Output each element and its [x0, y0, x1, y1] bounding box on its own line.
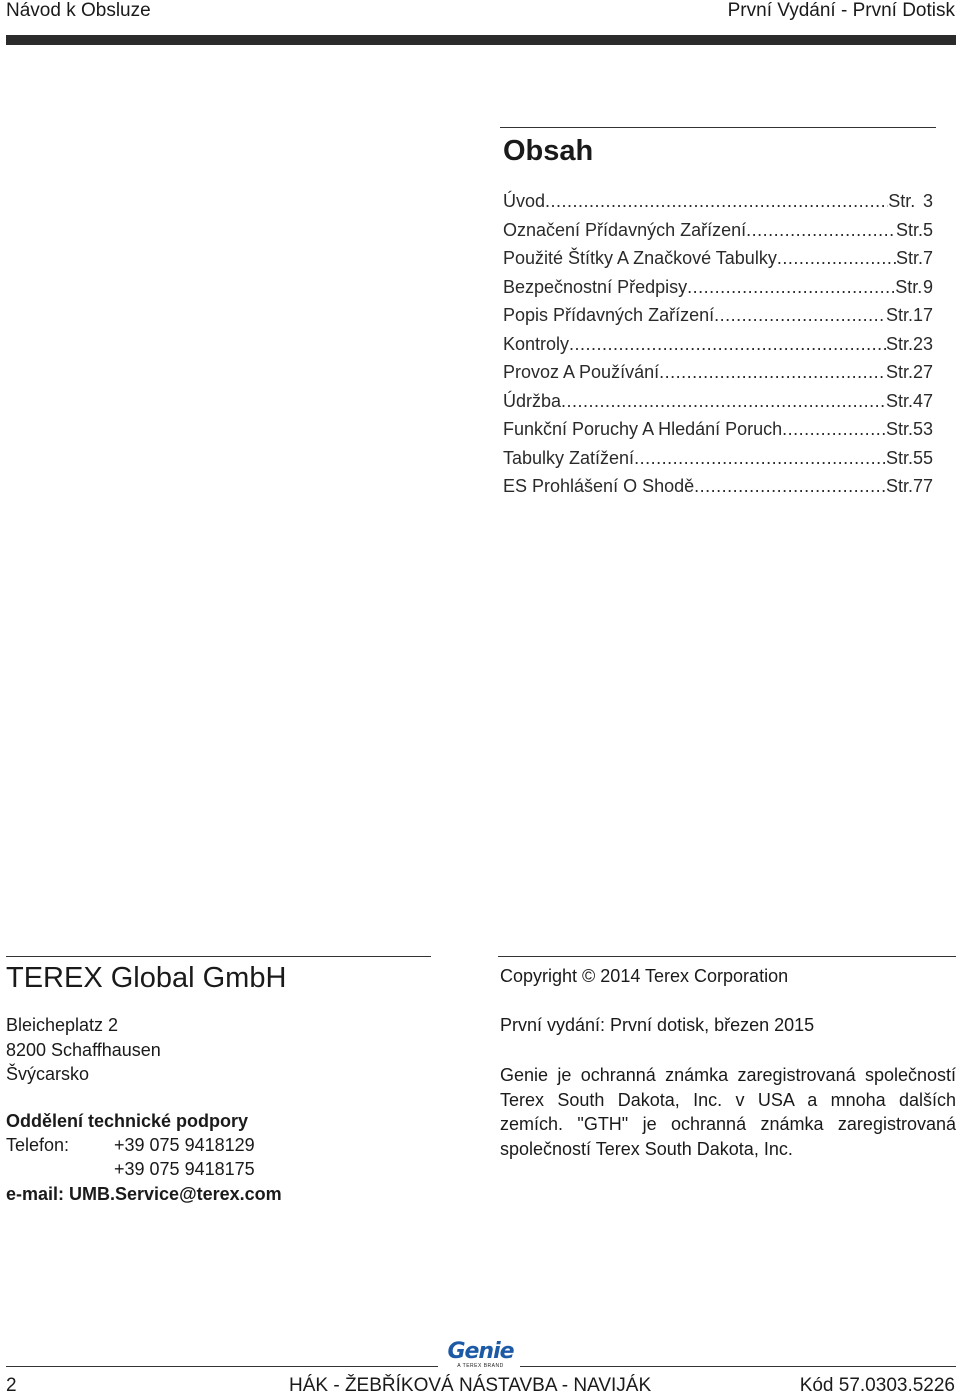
logo-wordmark: Genie	[447, 1339, 514, 1364]
toc-page-number: 3	[922, 191, 933, 211]
toc-entry-label: ES Prohlášení O Shodě	[503, 476, 695, 496]
toc-dot-leader	[569, 330, 886, 359]
logo-subtext: A TEREX BRAND	[457, 1363, 504, 1369]
toc-str-label: Str.	[885, 419, 913, 439]
toc-dot-leader	[687, 273, 895, 302]
toc-divider	[500, 127, 936, 128]
toc-dot-leader	[561, 387, 886, 416]
toc-str-label: Str.	[885, 362, 913, 382]
toc-page-number: 47	[912, 390, 933, 411]
toc-dot-leader	[746, 216, 896, 245]
support-heading: Oddělení technické podpory	[6, 1111, 249, 1131]
header-title: Návod k Obsluze	[6, 0, 151, 21]
toc-entry-label: Použité Štítky A Značkové Tabulky	[503, 248, 777, 268]
trademark-text: Genie je ochranná známka zaregistrovaná společností Terex South Dakota, Inc. v USA a mnoha dalších zemích. "GTH" je ochranná známka zaregistrovaná společností Terex South Dakota, Inc.	[500, 1065, 956, 1159]
toc-page-number: 7	[922, 248, 933, 268]
toc-entry-label: Údržba	[503, 390, 562, 411]
address-city: 8200 Schaffhausen	[6, 1039, 161, 1060]
address-country: Švýcarsko	[6, 1064, 90, 1084]
toc-str-label: Str.	[885, 390, 913, 411]
toc-dot-leader	[634, 444, 886, 473]
footer-rule-right	[520, 1366, 956, 1367]
toc-entry-label: Bezpečnostní Předpisy	[503, 276, 688, 297]
toc-title: Obsah	[503, 135, 594, 167]
toc-page-number: 53	[912, 419, 933, 439]
header-rule	[6, 35, 956, 45]
toc-entry-label: Úvod	[503, 191, 546, 211]
toc-page-number: 77	[912, 476, 933, 496]
header-edition: První Vydání - První Dotisk	[727, 0, 955, 21]
document-code: Kód 57.0303.5226	[799, 1375, 955, 1396]
toc-entry-label: Kontroly	[503, 333, 570, 354]
toc-entry-label: Provoz A Používání	[503, 362, 660, 382]
copyright-text: Copyright © 2014 Terex Corporation	[500, 966, 789, 986]
toc-page-number: 27	[912, 362, 933, 382]
toc-entry	[503, 330, 933, 359]
toc-str-label: Str.	[895, 248, 923, 268]
support-email: e-mail: UMB.Service@terex.com	[6, 1184, 282, 1204]
toc-dot-leader	[782, 415, 886, 444]
toc-entry-label: Označení Přídavných Zařízení	[503, 219, 747, 240]
toc-str-label: Str.	[885, 476, 913, 496]
toc-dot-leader	[545, 187, 888, 216]
toc-dot-leader	[714, 301, 886, 330]
phone-number-1: +39 075 9418129	[114, 1135, 255, 1155]
address-street: Bleicheplatz 2	[6, 1015, 119, 1035]
toc-entry-label: Popis Přídavných Zařízení	[503, 305, 715, 325]
company-name: TEREX Global GmbH	[6, 962, 287, 994]
table-of-contents	[503, 187, 933, 501]
toc-str-label: Str.	[885, 333, 913, 354]
company-divider	[6, 956, 431, 957]
toc-entry	[503, 444, 933, 473]
genie-logo	[443, 1341, 518, 1371]
toc-str-label: Str.	[888, 191, 916, 211]
toc-entry	[503, 415, 933, 444]
toc-entry-label: Funkční Poruchy A Hledání Poruch	[503, 419, 783, 439]
toc-entry	[503, 358, 933, 387]
toc-str-label: Str.	[885, 305, 913, 325]
toc-dot-leader	[777, 244, 896, 273]
toc-page-number: 5	[922, 219, 933, 240]
toc-entry	[503, 187, 933, 216]
legal-divider	[498, 956, 956, 957]
toc-entry	[503, 387, 933, 416]
toc-page-number: 9	[922, 276, 933, 297]
company-address	[6, 1013, 161, 1087]
toc-entry	[503, 301, 933, 330]
edition-text: První vydání: První dotisk, březen 2015	[500, 1015, 815, 1035]
toc-str-label: Str.	[895, 219, 923, 240]
toc-page-number: 23	[912, 333, 933, 354]
phone-label: Telefon:	[6, 1135, 70, 1155]
page-number: 2	[6, 1375, 17, 1396]
footer-rule-left	[6, 1366, 438, 1367]
product-title: HÁK - ŽEBŘÍKOVÁ NÁSTAVBA - NAVIJÁK	[289, 1375, 652, 1396]
toc-entry	[503, 273, 933, 302]
toc-entry	[503, 244, 933, 273]
toc-entry	[503, 472, 933, 501]
toc-str-label: Str.	[895, 276, 923, 297]
toc-dot-leader	[659, 358, 886, 387]
toc-dot-leader	[694, 472, 886, 501]
toc-page-number: 17	[912, 305, 933, 325]
toc-page-number: 55	[912, 447, 933, 468]
toc-entry	[503, 216, 933, 245]
phone-number-2: +39 075 9418175	[114, 1159, 255, 1179]
toc-str-label: Str.	[885, 447, 913, 468]
toc-entry-label: Tabulky Zatížení	[503, 447, 635, 468]
